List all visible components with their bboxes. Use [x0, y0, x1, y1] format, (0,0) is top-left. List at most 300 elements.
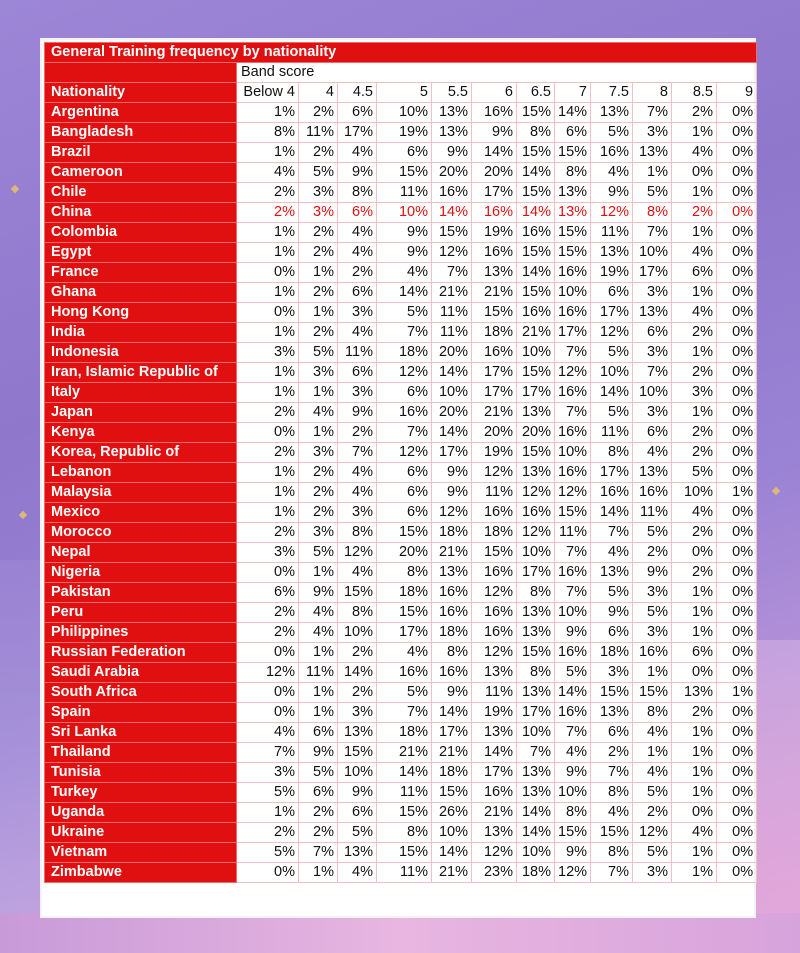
percentage-cell: 9% — [432, 483, 472, 503]
percentage-cell: 26% — [432, 803, 472, 823]
percentage-cell: 0% — [717, 203, 757, 223]
percentage-cell: 16% — [432, 663, 472, 683]
nationality-cell: Nigeria — [45, 563, 237, 583]
percentage-cell: 16% — [472, 503, 517, 523]
table-row — [45, 623, 757, 643]
percentage-cell: 16% — [591, 483, 633, 503]
percentage-cell: 0% — [237, 643, 299, 663]
percentage-cell: 1% — [299, 383, 338, 403]
table-row — [45, 383, 757, 403]
nationality-cell: Tunisia — [45, 763, 237, 783]
percentage-cell: 14% — [432, 843, 472, 863]
percentage-cell: 9% — [338, 783, 377, 803]
percentage-cell: 8% — [591, 843, 633, 863]
nationality-cell: Japan — [45, 403, 237, 423]
nationality-cell: Vietnam — [45, 843, 237, 863]
percentage-cell: 0% — [717, 703, 757, 723]
percentage-cell: 15% — [555, 823, 591, 843]
percentage-cell: 17% — [517, 703, 555, 723]
percentage-cell: 3% — [338, 703, 377, 723]
percentage-cell: 1% — [237, 463, 299, 483]
percentage-cell: 2% — [633, 803, 672, 823]
percentage-cell: 13% — [517, 683, 555, 703]
percentage-cell: 15% — [517, 143, 555, 163]
percentage-cell: 6% — [591, 723, 633, 743]
percentage-cell: 15% — [472, 543, 517, 563]
percentage-cell: 1% — [237, 243, 299, 263]
percentage-cell: 13% — [633, 143, 672, 163]
table-row — [45, 263, 757, 283]
percentage-cell: 19% — [472, 703, 517, 723]
percentage-cell: 0% — [717, 363, 757, 383]
percentage-cell: 13% — [672, 683, 717, 703]
percentage-cell: 20% — [472, 163, 517, 183]
nationality-cell: Turkey — [45, 783, 237, 803]
percentage-cell: 10% — [555, 443, 591, 463]
percentage-cell: 15% — [472, 303, 517, 323]
sparkle-icon — [19, 511, 27, 519]
percentage-cell: 1% — [672, 603, 717, 623]
percentage-cell: 14% — [338, 663, 377, 683]
percentage-cell: 2% — [299, 283, 338, 303]
percentage-cell: 13% — [517, 763, 555, 783]
percentage-cell: 3% — [338, 303, 377, 323]
percentage-cell: 21% — [472, 803, 517, 823]
percentage-cell: 14% — [432, 203, 472, 223]
percentage-cell: 1% — [237, 383, 299, 403]
percentage-cell: 15% — [517, 243, 555, 263]
percentage-cell: 7% — [555, 403, 591, 423]
percentage-cell: 13% — [472, 263, 517, 283]
percentage-cell: 4% — [672, 143, 717, 163]
percentage-cell: 13% — [517, 623, 555, 643]
percentage-cell: 15% — [517, 363, 555, 383]
percentage-cell: 10% — [555, 603, 591, 623]
percentage-cell: 9% — [299, 743, 338, 763]
percentage-cell: 13% — [432, 563, 472, 583]
nationality-cell: Zimbabwe — [45, 863, 237, 883]
percentage-cell: 2% — [672, 423, 717, 443]
percentage-cell: 16% — [472, 623, 517, 643]
percentage-cell: 0% — [717, 163, 757, 183]
percentage-cell: 17% — [591, 463, 633, 483]
percentage-cell: 4% — [633, 443, 672, 463]
percentage-cell: 12% — [517, 523, 555, 543]
percentage-cell: 1% — [633, 743, 672, 763]
table-row — [45, 363, 757, 383]
percentage-cell: 15% — [377, 803, 432, 823]
percentage-cell: 1% — [672, 863, 717, 883]
nationality-cell: Morocco — [45, 523, 237, 543]
percentage-cell: 6% — [377, 143, 432, 163]
percentage-cell: 7% — [633, 363, 672, 383]
percentage-cell: 14% — [517, 263, 555, 283]
title-row — [45, 43, 757, 63]
percentage-cell: 4% — [555, 743, 591, 763]
percentage-cell: 13% — [338, 723, 377, 743]
band-column-header: 9 — [717, 83, 757, 103]
percentage-cell: 1% — [299, 303, 338, 323]
percentage-cell: 11% — [299, 663, 338, 683]
percentage-cell: 0% — [717, 263, 757, 283]
nationality-cell: Ghana — [45, 283, 237, 303]
percentage-cell: 1% — [237, 143, 299, 163]
table-row — [45, 183, 757, 203]
percentage-cell: 16% — [377, 663, 432, 683]
nationality-cell: Lebanon — [45, 463, 237, 483]
percentage-cell: 0% — [717, 383, 757, 403]
table-row — [45, 443, 757, 463]
percentage-cell: 4% — [338, 243, 377, 263]
table-row — [45, 663, 757, 683]
percentage-cell: 4% — [338, 143, 377, 163]
percentage-cell: 21% — [517, 323, 555, 343]
percentage-cell: 15% — [517, 283, 555, 303]
percentage-cell: 6% — [377, 383, 432, 403]
percentage-cell: 16% — [633, 483, 672, 503]
percentage-cell: 12% — [472, 643, 517, 663]
percentage-cell: 1% — [237, 323, 299, 343]
percentage-cell: 14% — [432, 703, 472, 723]
percentage-cell: 7% — [555, 583, 591, 603]
percentage-cell: 0% — [672, 803, 717, 823]
percentage-cell: 1% — [237, 103, 299, 123]
percentage-cell: 2% — [299, 323, 338, 343]
percentage-cell: 0% — [237, 303, 299, 323]
percentage-cell: 7% — [591, 523, 633, 543]
percentage-cell: 10% — [338, 763, 377, 783]
percentage-cell: 13% — [472, 663, 517, 683]
percentage-cell: 4% — [299, 403, 338, 423]
percentage-cell: 6% — [377, 483, 432, 503]
percentage-cell: 0% — [717, 763, 757, 783]
percentage-cell: 0% — [717, 643, 757, 663]
percentage-cell: 2% — [672, 563, 717, 583]
table-row — [45, 603, 757, 623]
percentage-cell: 21% — [432, 743, 472, 763]
percentage-cell: 10% — [377, 103, 432, 123]
percentage-cell: 10% — [517, 723, 555, 743]
percentage-cell: 11% — [432, 303, 472, 323]
percentage-cell: 0% — [717, 663, 757, 683]
percentage-cell: 1% — [237, 503, 299, 523]
percentage-cell: 7% — [299, 843, 338, 863]
table-row — [45, 503, 757, 523]
percentage-cell: 4% — [591, 543, 633, 563]
percentage-cell: 14% — [591, 503, 633, 523]
percentage-cell: 6% — [338, 103, 377, 123]
percentage-cell: 0% — [717, 223, 757, 243]
percentage-cell: 2% — [299, 823, 338, 843]
percentage-cell: 4% — [591, 803, 633, 823]
percentage-cell: 0% — [717, 303, 757, 323]
percentage-cell: 16% — [633, 643, 672, 663]
table-row — [45, 803, 757, 823]
percentage-cell: 19% — [377, 123, 432, 143]
percentage-cell: 0% — [717, 803, 757, 823]
percentage-cell: 3% — [633, 863, 672, 883]
percentage-cell: 13% — [517, 783, 555, 803]
percentage-cell: 13% — [517, 403, 555, 423]
percentage-cell: 15% — [338, 743, 377, 763]
percentage-cell: 8% — [555, 803, 591, 823]
percentage-cell: 15% — [377, 523, 432, 543]
percentage-cell: 16% — [472, 243, 517, 263]
percentage-cell: 7% — [633, 103, 672, 123]
nationality-cell: Egypt — [45, 243, 237, 263]
percentage-cell: 5% — [633, 843, 672, 863]
percentage-cell: 5% — [591, 123, 633, 143]
percentage-cell: 17% — [591, 303, 633, 323]
table-row — [45, 823, 757, 843]
table-title: General Training frequency by nationality — [45, 43, 757, 63]
percentage-cell: 3% — [299, 203, 338, 223]
percentage-cell: 18% — [377, 723, 432, 743]
sparkle-icon — [772, 487, 780, 495]
percentage-cell: 2% — [299, 803, 338, 823]
percentage-cell: 1% — [672, 783, 717, 803]
percentage-cell: 9% — [555, 763, 591, 783]
percentage-cell: 18% — [432, 763, 472, 783]
nationality-cell: India — [45, 323, 237, 343]
percentage-cell: 15% — [517, 443, 555, 463]
percentage-cell: 7% — [377, 703, 432, 723]
percentage-cell: 13% — [338, 843, 377, 863]
table-row — [45, 763, 757, 783]
percentage-cell: 0% — [237, 563, 299, 583]
nationality-cell: Korea, Republic of — [45, 443, 237, 463]
percentage-cell: 1% — [672, 343, 717, 363]
percentage-cell: 15% — [555, 243, 591, 263]
percentage-cell: 3% — [672, 383, 717, 403]
percentage-cell: 6% — [555, 123, 591, 143]
percentage-cell: 2% — [237, 403, 299, 423]
percentage-cell: 12% — [237, 663, 299, 683]
percentage-cell: 23% — [472, 863, 517, 883]
percentage-cell: 13% — [555, 183, 591, 203]
percentage-cell: 0% — [717, 243, 757, 263]
percentage-cell: 13% — [591, 703, 633, 723]
percentage-cell: 9% — [432, 683, 472, 703]
percentage-cell: 1% — [237, 223, 299, 243]
percentage-cell: 11% — [377, 783, 432, 803]
percentage-cell: 9% — [299, 583, 338, 603]
percentage-cell: 19% — [591, 263, 633, 283]
percentage-cell: 3% — [338, 503, 377, 523]
nationality-cell: Uganda — [45, 803, 237, 823]
table-row — [45, 723, 757, 743]
percentage-cell: 0% — [717, 843, 757, 863]
table-row — [45, 643, 757, 663]
percentage-cell: 10% — [555, 783, 591, 803]
percentage-cell: 17% — [377, 623, 432, 643]
percentage-cell: 6% — [377, 463, 432, 483]
percentage-cell: 0% — [717, 103, 757, 123]
percentage-cell: 16% — [517, 503, 555, 523]
percentage-cell: 2% — [299, 243, 338, 263]
percentage-cell: 2% — [299, 463, 338, 483]
percentage-cell: 0% — [717, 423, 757, 443]
percentage-cell: 0% — [717, 723, 757, 743]
percentage-cell: 0% — [717, 443, 757, 463]
percentage-cell: 1% — [672, 123, 717, 143]
percentage-cell: 1% — [299, 643, 338, 663]
percentage-cell: 4% — [338, 223, 377, 243]
percentage-cell: 16% — [472, 563, 517, 583]
percentage-cell: 6% — [633, 423, 672, 443]
table-row — [45, 743, 757, 763]
percentage-cell: 1% — [717, 483, 757, 503]
percentage-cell: 0% — [717, 323, 757, 343]
percentage-cell: 20% — [472, 423, 517, 443]
percentage-cell: 5% — [633, 183, 672, 203]
percentage-cell: 6% — [338, 203, 377, 223]
percentage-cell: 18% — [517, 863, 555, 883]
percentage-cell: 9% — [591, 183, 633, 203]
percentage-cell: 0% — [237, 263, 299, 283]
percentage-cell: 12% — [377, 443, 432, 463]
table-row — [45, 423, 757, 443]
percentage-cell: 8% — [338, 183, 377, 203]
table-row — [45, 283, 757, 303]
percentage-cell: 0% — [717, 583, 757, 603]
percentage-cell: 8% — [338, 603, 377, 623]
band-column-header: 8 — [633, 83, 672, 103]
table-row — [45, 323, 757, 343]
percentage-cell: 16% — [432, 603, 472, 623]
percentage-cell: 19% — [472, 443, 517, 463]
percentage-cell: 8% — [591, 443, 633, 463]
background-brush-stroke-left — [0, 560, 40, 920]
percentage-cell: 3% — [633, 583, 672, 603]
band-column-header: 7 — [555, 83, 591, 103]
percentage-cell: 1% — [237, 363, 299, 383]
percentage-cell: 2% — [237, 603, 299, 623]
percentage-cell: 1% — [299, 863, 338, 883]
percentage-cell: 3% — [591, 663, 633, 683]
percentage-cell: 10% — [633, 243, 672, 263]
percentage-cell: 15% — [633, 683, 672, 703]
percentage-cell: 7% — [338, 443, 377, 463]
percentage-cell: 16% — [432, 583, 472, 603]
percentage-cell: 7% — [432, 263, 472, 283]
percentage-cell: 7% — [633, 223, 672, 243]
percentage-cell: 9% — [377, 243, 432, 263]
percentage-cell: 11% — [472, 483, 517, 503]
percentage-cell: 12% — [517, 483, 555, 503]
percentage-cell: 3% — [299, 363, 338, 383]
percentage-cell: 2% — [237, 823, 299, 843]
nationality-cell: Ukraine — [45, 823, 237, 843]
percentage-cell: 1% — [633, 663, 672, 683]
percentage-cell: 2% — [672, 363, 717, 383]
percentage-cell: 16% — [472, 603, 517, 623]
percentage-cell: 7% — [377, 323, 432, 343]
percentage-cell: 2% — [633, 543, 672, 563]
percentage-cell: 1% — [672, 223, 717, 243]
percentage-cell: 0% — [237, 703, 299, 723]
nationality-cell: Cameroon — [45, 163, 237, 183]
nationality-cell: France — [45, 263, 237, 283]
percentage-cell: 20% — [432, 403, 472, 423]
frequency-table — [44, 42, 757, 883]
percentage-cell: 1% — [717, 683, 757, 703]
percentage-cell: 2% — [672, 203, 717, 223]
percentage-cell: 16% — [555, 643, 591, 663]
table-row — [45, 143, 757, 163]
percentage-cell: 13% — [591, 243, 633, 263]
percentage-cell: 4% — [237, 163, 299, 183]
percentage-cell: 1% — [299, 683, 338, 703]
nationality-cell: Thailand — [45, 743, 237, 763]
percentage-cell: 0% — [717, 343, 757, 363]
percentage-cell: 0% — [717, 183, 757, 203]
percentage-cell: 14% — [377, 763, 432, 783]
percentage-cell: 16% — [472, 103, 517, 123]
table-row — [45, 523, 757, 543]
percentage-cell: 9% — [432, 143, 472, 163]
nationality-cell: Argentina — [45, 103, 237, 123]
percentage-cell: 4% — [338, 563, 377, 583]
percentage-cell: 5% — [633, 523, 672, 543]
percentage-cell: 5% — [377, 683, 432, 703]
percentage-cell: 8% — [517, 123, 555, 143]
nationality-cell: Mexico — [45, 503, 237, 523]
table-row — [45, 563, 757, 583]
band-column-header: 6.5 — [517, 83, 555, 103]
percentage-cell: 0% — [237, 863, 299, 883]
percentage-cell: 0% — [672, 163, 717, 183]
percentage-cell: 17% — [472, 763, 517, 783]
percentage-cell: 0% — [717, 523, 757, 543]
percentage-cell: 3% — [299, 443, 338, 463]
percentage-cell: 2% — [237, 183, 299, 203]
percentage-cell: 10% — [633, 383, 672, 403]
percentage-cell: 2% — [299, 103, 338, 123]
background-brush-stroke-right — [754, 640, 800, 953]
percentage-cell: 1% — [672, 283, 717, 303]
percentage-cell: 18% — [591, 643, 633, 663]
nationality-cell: Italy — [45, 383, 237, 403]
percentage-cell: 14% — [432, 423, 472, 443]
percentage-cell: 10% — [377, 203, 432, 223]
nationality-cell: Chile — [45, 183, 237, 203]
percentage-cell: 17% — [633, 263, 672, 283]
column-header-row — [45, 83, 757, 103]
table-row — [45, 103, 757, 123]
percentage-cell: 8% — [432, 643, 472, 663]
percentage-cell: 12% — [377, 363, 432, 383]
percentage-cell: 2% — [237, 623, 299, 643]
nationality-cell: Bangladesh — [45, 123, 237, 143]
percentage-cell: 4% — [672, 243, 717, 263]
percentage-cell: 6% — [338, 283, 377, 303]
percentage-cell: 15% — [517, 643, 555, 663]
percentage-cell: 5% — [338, 823, 377, 843]
percentage-cell: 10% — [672, 483, 717, 503]
table-row — [45, 403, 757, 423]
percentage-cell: 11% — [555, 523, 591, 543]
table-row — [45, 783, 757, 803]
percentage-cell: 6% — [377, 503, 432, 523]
percentage-cell: 18% — [432, 523, 472, 543]
percentage-cell: 0% — [717, 543, 757, 563]
percentage-cell: 11% — [299, 123, 338, 143]
percentage-cell: 0% — [237, 423, 299, 443]
percentage-cell: 9% — [555, 843, 591, 863]
percentage-cell: 3% — [237, 763, 299, 783]
percentage-cell: 14% — [555, 683, 591, 703]
